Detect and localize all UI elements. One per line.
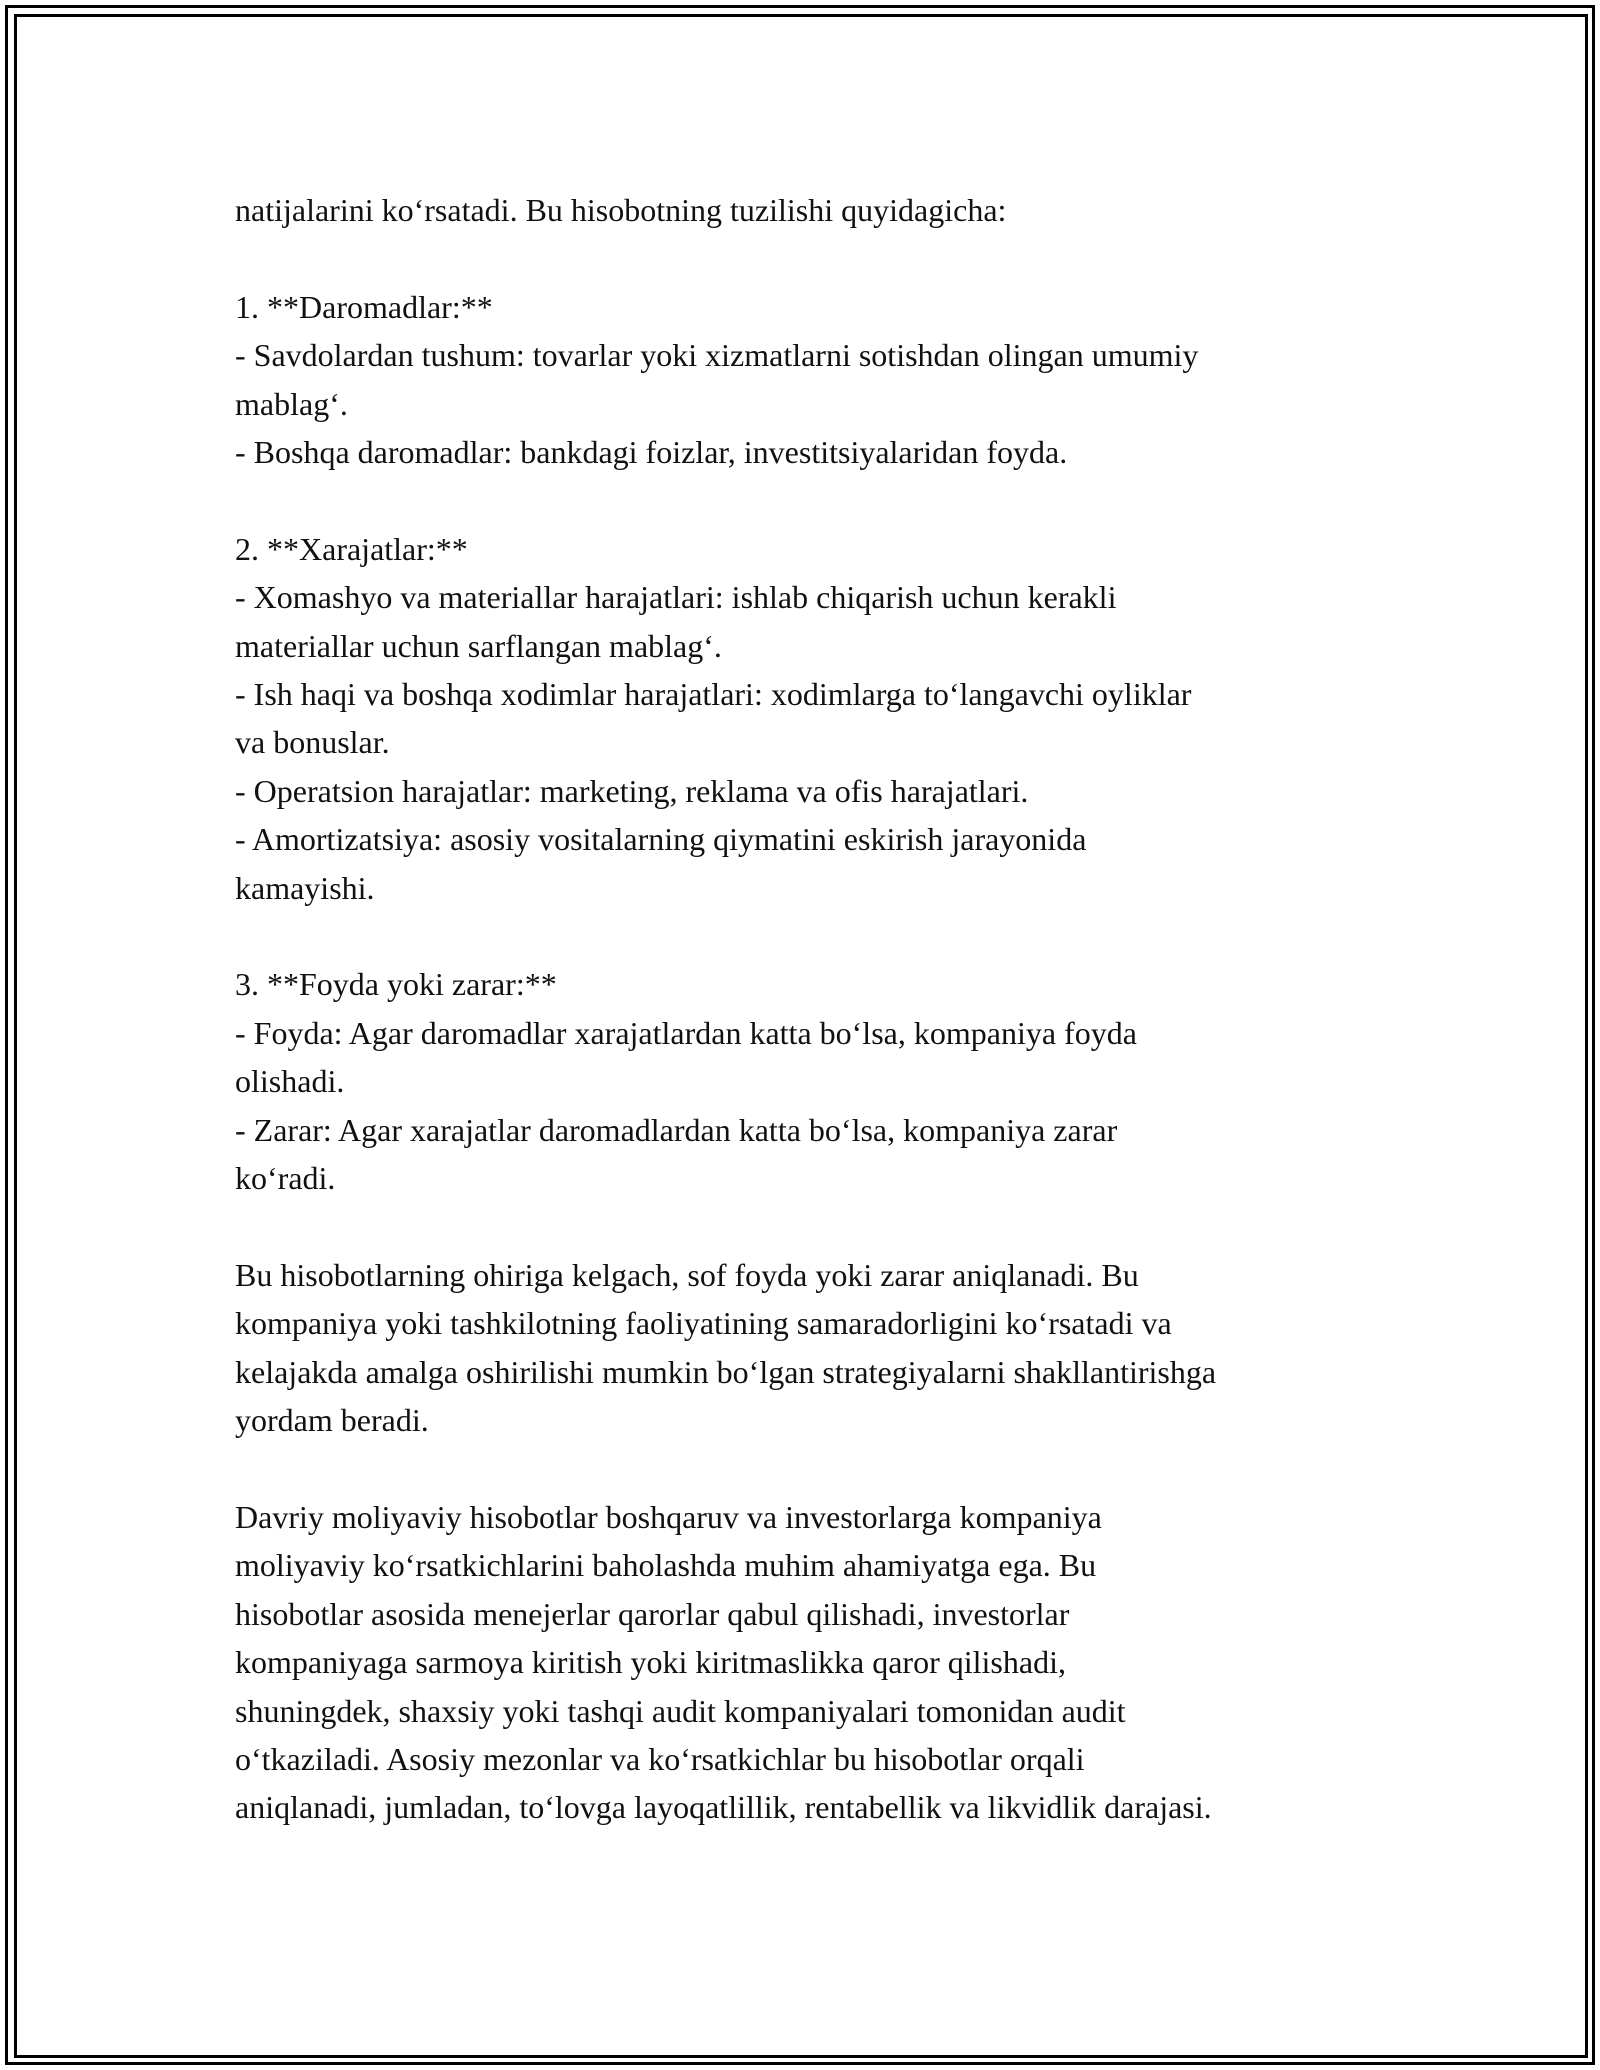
paragraph-line: o‘tkaziladi. Asosiy mezonlar va ko‘rsatkichlar bu hisobotlar orqali: [235, 1740, 1085, 1777]
list-item: - Xomashyo va materiallar harajatlari: ishlab chiqarish uchun kerakli: [235, 579, 1117, 616]
paragraph-conclusion: [235, 1493, 1375, 1832]
list-item: materiallar uchun sarflangan mablag‘.: [235, 627, 722, 664]
paragraph-line: Bu hisobotlarning ohiriga kelgach, sof foyda yoki zarar aniqlanadi. Bu: [235, 1256, 1139, 1293]
section-heading: 3. **Foyda yoki zarar:**: [235, 966, 557, 1003]
list-item: - Boshqa daromadlar: bankdagi foizlar, investitsiyalaridan foyda.: [235, 434, 1068, 471]
list-item: ko‘radi.: [235, 1160, 336, 1197]
paragraph-line: kompaniyaga sarmoya kiritish yoki kiritmaslikka qaror qilishadi,: [235, 1644, 1066, 1681]
list-item: - Foyda: Agar daromadlar xarajatlardan katta bo‘lsa, kompaniya foyda: [235, 1014, 1137, 1051]
paragraph-line: Davriy moliyaviy hisobotlar boshqaruv va investorlarga kompaniya: [235, 1498, 1102, 1535]
paragraph-line: moliyaviy ko‘rsatkichlarini baholashda muhim ahamiyatga ega. Bu: [235, 1547, 1097, 1584]
intro-line: natijalarini ko‘rsatadi. Bu hisobotning tuzilishi quyidagicha:: [235, 192, 1007, 228]
list-item: - Operatsion harajatlar: marketing, reklama va ofis harajatlari.: [235, 772, 1029, 809]
paragraph-line: hisobotlar asosida menejerlar qarorlar qabul qilishadi, investorlar: [235, 1595, 1070, 1632]
list-item: - Zarar: Agar xarajatlar daromadlardan katta bo‘lsa, kompaniya zarar: [235, 1111, 1118, 1148]
paragraph-line: yordam beradi.: [235, 1402, 429, 1439]
paragraph-line: kompaniya yoki tashkilotning faoliyatining samaradorligini ko‘rsatadi va: [235, 1305, 1172, 1342]
document-body: [235, 186, 1375, 1832]
list-item: - Amortizatsiya: asosiy vositalarning qiymatini eskirish jarayonida: [235, 821, 1087, 858]
list-item: - Savdolardan tushum: tovarlar yoki xizmatlarni sotishdan olingan umumiy: [235, 337, 1199, 374]
list-item: va bonuslar.: [235, 724, 390, 761]
section-daromadlar: [235, 283, 1375, 477]
list-item: mablag‘.: [235, 385, 348, 422]
paragraph-summary: [235, 1251, 1375, 1445]
list-item: - Ish haqi va boshqa xodimlar harajatlari: xodimlarga to‘langavchi oyliklar: [235, 676, 1192, 713]
paragraph-line: shuningdek, shaxsiy yoki tashqi audit kompaniyalari tomonidan audit: [235, 1692, 1126, 1729]
section-heading: 2. **Xarajatlar:**: [235, 530, 468, 567]
spacer: [235, 1202, 1375, 1250]
section-foyda-yoki-zarar: [235, 960, 1375, 1202]
spacer: [235, 912, 1375, 960]
section-heading: 1. **Daromadlar:**: [235, 288, 493, 325]
paragraph-line: kelajakda amalga oshirilishi mumkin bo‘lgan strategiyalarni shakllantirishga: [235, 1353, 1217, 1390]
spacer: [235, 476, 1375, 524]
spacer: [235, 234, 1375, 282]
paragraph-line: aniqlanadi, jumladan, to‘lovga layoqatlillik, rentabellik va likvidlik darajasi.: [235, 1789, 1212, 1826]
section-xarajatlar: [235, 525, 1375, 912]
list-item: olishadi.: [235, 1063, 345, 1100]
spacer: [235, 1445, 1375, 1493]
list-item: kamayishi.: [235, 869, 375, 906]
